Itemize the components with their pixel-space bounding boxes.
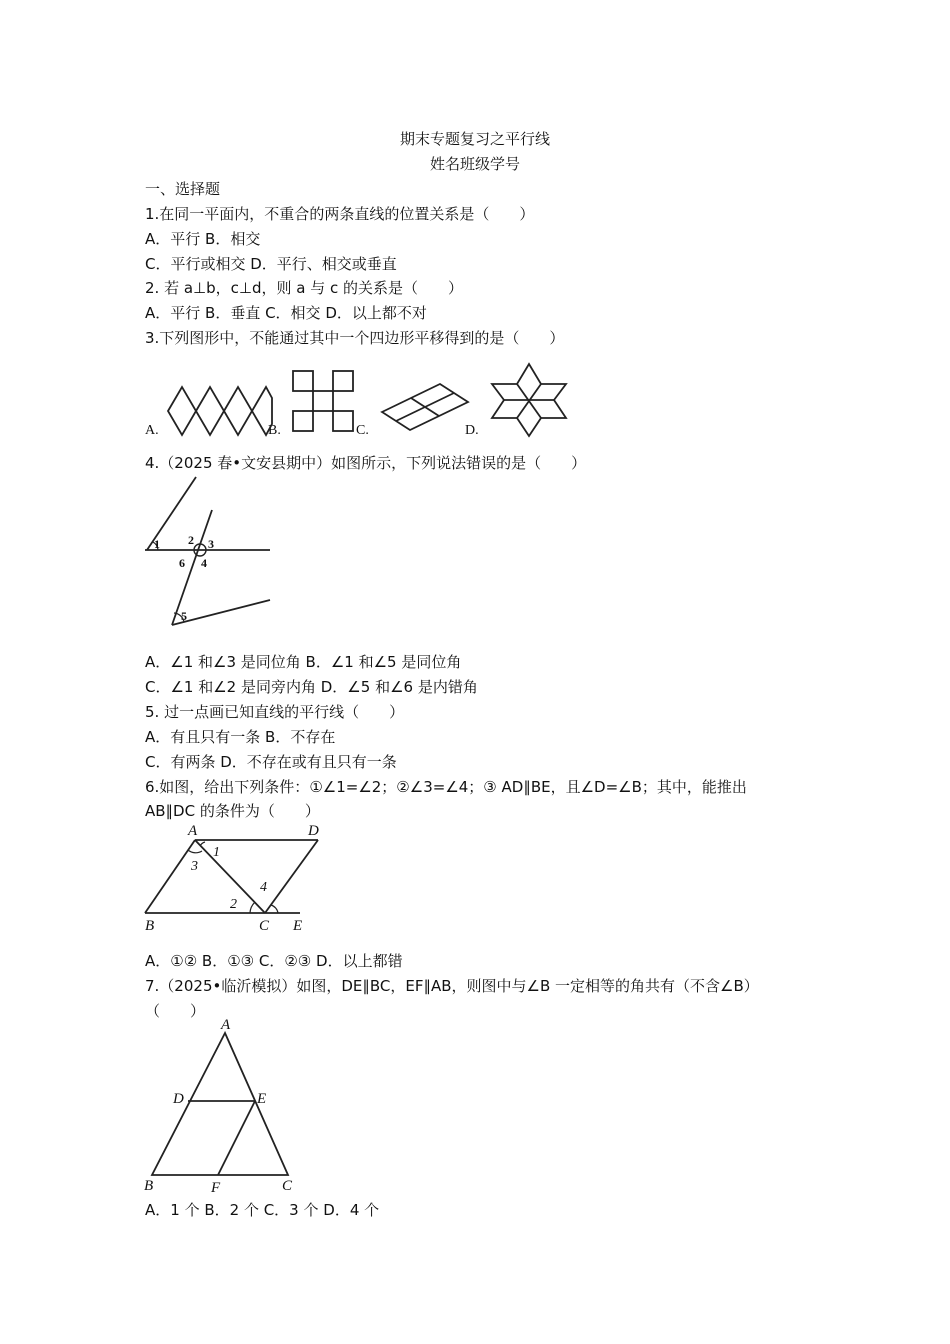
q6-point-b-label: B [145,918,155,934]
q5-options-cd: C．有两条 D．不存在或有且只有一条 [145,753,397,771]
q6-figure-parallelogram [140,820,320,935]
q7-options: A．1 个 B．2 个 C．3 个 D．4 个 [145,1201,380,1219]
q3-figure-d-rhombus-star [488,362,570,438]
q7-stem-line1: 7.（2025•临沂模拟）如图，DE∥BC，EF∥AB，则图中与∠B 一定相等的角共有（不含∠B） [145,977,759,995]
q4-angle-4-label: 4 [201,556,207,570]
q4-angle-5-label: 5 [181,609,187,623]
q6-angle-4-label: 4 [260,880,267,895]
q3-option-c-label: C. [356,423,369,438]
q4-angle-1-label: 1 [154,537,160,551]
page-subtitle: 姓名班级学号 [429,155,520,173]
q4-angle-6-label: 6 [179,556,185,570]
q6-point-c-label: C [259,918,270,934]
section-heading: 一、选择题 [145,180,221,198]
q6-stem-line2: AB∥DC 的条件为（ ） [145,802,320,820]
q1-options-ab: A．平行 B．相交 [145,230,261,248]
q6-stem-line1: 6.如图，给出下列条件：①∠1=∠2；②∠3=∠4；③ AD∥BE，且∠D=∠B；其中，能推出 [145,778,747,796]
q7-figure-triangle [140,1015,300,1195]
page-title: 期末专题复习之平行线 [399,130,550,148]
q3-figure-c-divided-rhombus [380,382,470,432]
q6-options: A．①② B．①③ C．②③ D．以上都错 [145,952,403,970]
q5-options-ab: A．有且只有一条 B．不存在 [145,728,336,746]
q4-options-ab: A．∠1 和∠3 是同位角 B．∠1 和∠5 是同位角 [145,653,462,671]
q4-angle-2-label: 2 [188,533,194,547]
q7-point-e-label: E [257,1091,267,1107]
q3-figure-b-square-grid [290,368,358,436]
q7-point-b-label: B [144,1178,154,1194]
q6-angle-1-label: 1 [213,845,220,860]
q6-angle-2-label: 2 [230,897,237,912]
q7-point-d-label: D [173,1091,184,1107]
q7-point-c-label: C [282,1178,293,1194]
q7-point-a-label: A [221,1017,231,1033]
q6-point-e-label: E [293,918,303,934]
q3-figure-a-rhombus-chain [165,385,275,437]
q1-options-cd: C．平行或相交 D．平行、相交或垂直 [145,255,397,273]
q3-stem: 3.下列图形中，不能通过其中一个四边形平移得到的是（ ） [145,329,565,347]
q5-stem: 5. 过一点画已知直线的平行线（ ） [145,703,405,721]
q1-stem: 1.在同一平面内，不重合的两条直线的位置关系是（ ） [145,205,535,223]
q7-stem-line2: （ ） [145,1002,206,1020]
q4-options-cd: C．∠1 和∠2 是同旁内角 D．∠5 和∠6 是内错角 [145,678,478,696]
q6-point-d-label: D [308,823,319,839]
q2-options: A．平行 B．垂直 C．相交 D．以上都不对 [145,304,427,322]
q6-angle-3-label: 3 [191,859,198,874]
q4-figure-angles [140,472,275,632]
q3-option-b-label: B. [268,423,281,438]
q3-option-d-label: D. [465,423,479,438]
q2-stem: 2. 若 a⊥b，c⊥d，则 a 与 c 的关系是（ ） [145,279,463,297]
q4-angle-3-label: 3 [208,537,214,551]
q4-stem: 4.（2025 春•文安县期中）如图所示，下列说法错误的是（ ） [145,454,587,472]
q6-point-a-label: A [188,823,198,839]
q7-point-f-label: F [211,1180,221,1196]
q3-option-a-label: A. [145,423,159,438]
